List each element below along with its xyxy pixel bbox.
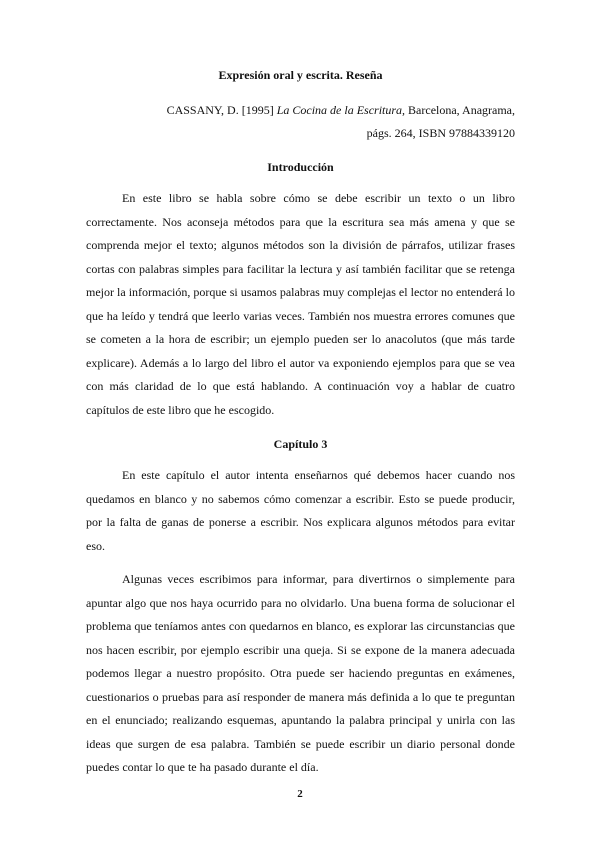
citation-publisher: Barcelona, Anagrama, — [405, 103, 515, 117]
introduction-paragraph: En este libro se habla sobre cómo se debe escribir un texto o un libro correctamente. Nos aconseja métodos para que la escritura sea más amena y que se comprenda mejor el texto; algunos métodos son la división de párrafos, utilizar frases cortas con palabras simples para facilitar la lectura y así también facilitar que se retenga mejor la información, porque si usamos palabras muy complejas el lector no entenderá lo que ha leído y tendrá que leerlo varias veces. También nos muestra errores comunes que se cometen a la hora de escribir; un ejemplo pueden ser lo anacolutos (que más tarde explicare). Además a lo largo del libro el autor va exponiendo ejemplos para que se vea con más claridad de lo que está hablando. A continuación voy a hablar de cuatro capítulos de este libro que he escogido. — [86, 191, 515, 417]
section-heading-chapter-3: Capítulo 3 — [273, 437, 328, 451]
document-title: Expresión oral y escrita. Reseña — [218, 68, 383, 82]
section-heading-introduction: Introducción — [267, 160, 334, 174]
chapter-3-paragraph-1: En este capítulo el autor intenta enseñarnos qué debemos hacer cuando nos quedamos en blanco y no sabemos cómo comenzar a escribir. Esto se puede producir, por la falta de ganas de ponerse a escribir. Nos explicara algunos métodos para evitar eso. — [86, 468, 515, 553]
page-number: 2 — [297, 788, 303, 800]
chapter-3-paragraph-2: Algunas veces escribimos para informar, para divertirnos o simplemente para apuntar algo que nos haya ocurrido para no olvidarlo. Una buena forma de solucionar el problema que teníamos antes con quedarnos en blanco, es explorar las circunstancias que nos hacen escribir, por ejemplo escribir una queja. Si se expone de la manera adecuada podemos llegar a nuestro propósito. Otra puede ser haciendo preguntas en exámenes, cuestionarios o pruebas para así responder de manera más definida a lo que te preguntan en el enunciado; realizando esquemas, apuntando la palabra principal y unirla con las ideas que surgen de esa palabra. También se puede escribir un diario personal donde puedes contar lo que te ha pasado durante el día. — [86, 572, 515, 774]
page-content — [86, 67, 515, 780]
citation-book-title: La Cocina de la Escritura, — [276, 103, 406, 117]
bibliographic-citation — [86, 99, 515, 145]
citation-pages-isbn: págs. 264, ISBN 97884339120 — [366, 126, 515, 140]
citation-author-year: CASSANY, D. [1995] — [166, 103, 277, 117]
